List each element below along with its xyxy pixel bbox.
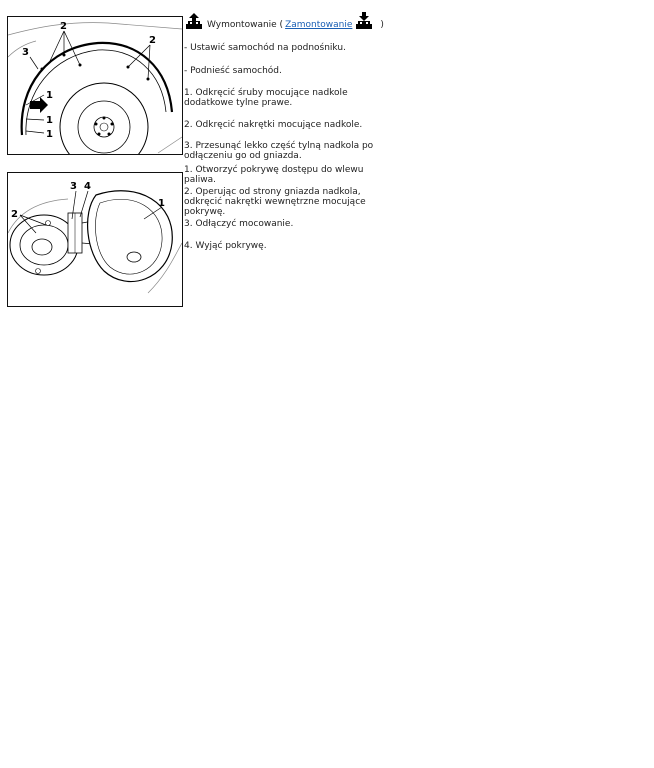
section-header (184, 12, 384, 32)
install-arrow-down-icon (354, 12, 374, 32)
wheel-arch-drawing (8, 17, 182, 154)
step-item: 4. Wyjąć pokrywę. (184, 241, 267, 251)
callout-label: 2 (149, 35, 156, 46)
wheel-arch-figure (7, 16, 183, 155)
step-item: 3. Odłączyć mocowanie. (184, 219, 294, 229)
step-item: - Podnieść samochód. (184, 66, 282, 76)
step-item: 1. Odkręcić śruby mocujące nadkole dodatkowe tylne prawe. (184, 88, 348, 108)
step-item: 2. Odkręcić nakrętki mocujące nadkole. (184, 120, 363, 130)
callout-label: 1 (158, 198, 165, 209)
fuel-flap-figure (7, 172, 183, 307)
callout-label: 1 (46, 115, 53, 126)
callout-label: 4 (84, 181, 91, 192)
fuel-flap-drawing (8, 173, 182, 306)
section-title: Wymontowanie ( (207, 20, 284, 30)
step-item: - Ustawić samochód na podnośniku. (184, 43, 346, 53)
instructions-column (184, 12, 384, 38)
step-item: 2. Operując od strony gniazda nadkola, odkręcić nakrętki wewnętrzne mocujące pokrywę. (184, 187, 366, 217)
step-item: 3. Przesunąć lekko część tylną nadkola po odłączeniu go od gniazda. (184, 141, 374, 161)
callout-label: 1 (46, 90, 53, 101)
callout-label: 3 (70, 181, 77, 192)
close-paren: ) (380, 20, 384, 30)
callout-label: 2 (60, 21, 67, 32)
callout-label: 1 (46, 129, 53, 140)
callout-label: 3 (22, 47, 29, 58)
callout-label: 2 (11, 209, 18, 220)
step-item: 1. Otworzyć pokrywę dostępu do wlewu paliwa. (184, 165, 364, 185)
install-link[interactable]: Zamontowanie (285, 20, 353, 30)
removal-arrow-up-icon (184, 12, 204, 32)
